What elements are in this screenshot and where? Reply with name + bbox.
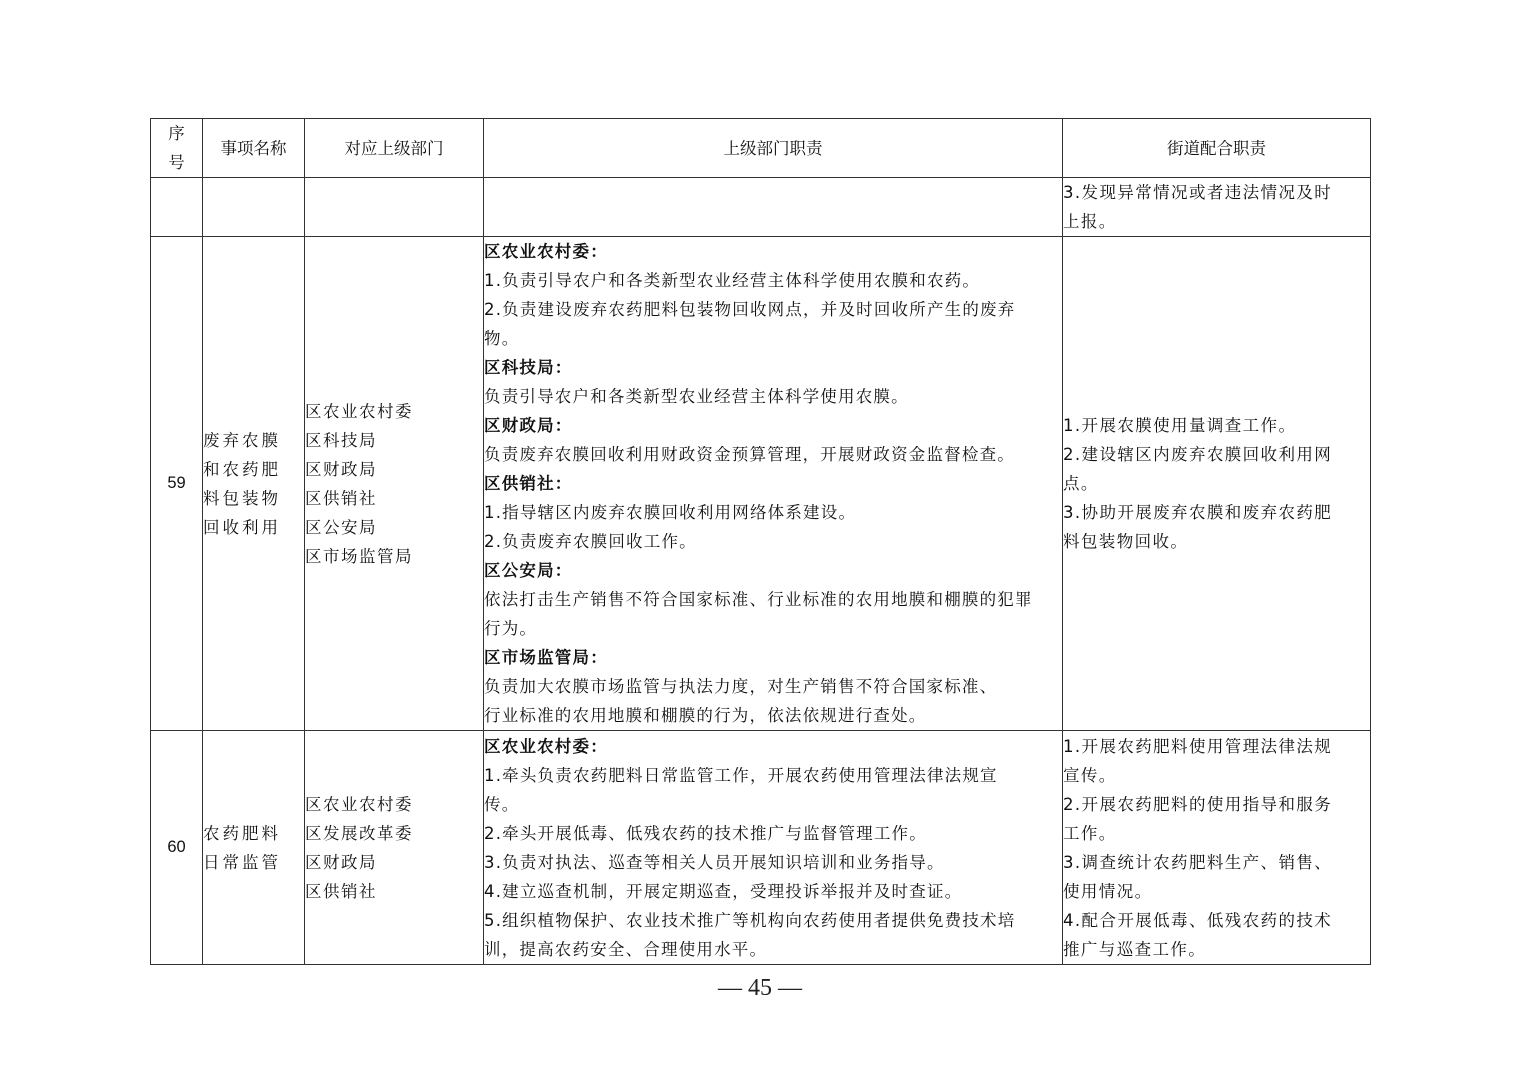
cell-street-duty-60 [1063,731,1371,965]
dept-item: 区供销社 [305,881,377,901]
text-line: 1.开展农药肥料使用管理法律法规 [1063,737,1333,756]
text-line: 回收利用 [203,517,281,537]
text-line: 使用情况。 [1063,882,1153,901]
cell-upper-dept-59 [305,237,484,731]
cell-seq-60: 60 [151,731,203,965]
table-row-60 [151,731,1371,965]
text-line: 4.建立巡查机制，开展定期巡查，受理投诉举报并及时查证。 [484,881,963,901]
text-line: 负责加大农膜市场监管与执法力度，对生产销售不符合国家标准、 [484,677,998,696]
cell-street-duty-continued [1063,178,1371,237]
text-line: 负责引导农户和各类新型农业经营主体科学使用农膜。 [484,387,909,406]
cell-duty-empty [484,178,1063,237]
header-item-name: 事项名称 [203,119,305,178]
header-street-duty: 街道配合职责 [1063,119,1371,178]
text-line: 宣传。 [1063,766,1117,785]
text-line: 2.负责废弃农膜回收工作。 [484,532,697,551]
text-line: 和农药肥 [203,459,281,479]
dept-item: 区发展改革委 [305,823,413,843]
responsibility-table [150,118,1371,965]
dept-item: 区农业农村委 [305,794,413,814]
cell-item-name-60 [203,731,305,965]
text-line: 1.负责引导农户和各类新型农业经营主体科学使用农膜和农药。 [484,271,981,290]
text-line: 4.配合开展低毒、低残农药的技术 [1063,911,1333,930]
text-line: 料包装物回收。 [1063,532,1189,551]
text-line: 1.指导辖区内废弃农膜回收利用网络体系建设。 [484,503,857,522]
cell-upper-duty-60 [484,731,1063,965]
text-line: 日常监管 [203,852,281,872]
text-line: 点。 [1063,474,1099,493]
duty-dept-title: 区农业农村委： [484,736,608,756]
text-line: 传。 [484,794,520,814]
header-seq [151,119,203,178]
text-line: 3.发现异常情况或者违法情况及时 [1063,183,1333,202]
duty-dept-title: 区科技局： [484,358,573,377]
header-upper-dept: 对应上级部门 [305,119,484,178]
text-line: 上报。 [1063,212,1117,231]
header-seq-line-1: 序 [168,124,185,143]
text-line: 行为。 [484,619,538,638]
dept-item: 区财政局 [305,459,377,479]
duty-dept-title: 区市场监管局： [484,648,608,667]
text-line: 工作。 [1063,824,1117,843]
text-line: 3.调查统计农药肥料生产、销售、 [1063,853,1333,872]
text-line: 5.组织植物保护、农业技术推广等机构向农药使用者提供免费技术培 [484,910,1016,930]
cell-dept-empty [305,178,484,237]
cell-street-duty-59 [1063,237,1371,731]
cell-upper-dept-60 [305,731,484,965]
text-line: 2.负责建设废弃农药肥料包装物回收网点，并及时回收所产生的废弃 [484,300,1016,319]
cell-name-empty [203,178,305,237]
text-line: 料包装物 [203,488,281,508]
text-line: 依法打击生产销售不符合国家标准、行业标准的农用地膜和棚膜的犯罪 [484,590,1033,609]
table-row-continued [151,178,1371,237]
cell-seq-59: 59 [151,237,203,731]
dept-item: 区供销社 [305,488,377,508]
header-upper-duty: 上级部门职责 [484,119,1063,178]
text-line: 物。 [484,329,520,348]
dept-item: 区市场监管局 [305,546,413,566]
text-line: 1.牵头负责农药肥料日常监管工作，开展农药使用管理法律法规宣 [484,765,998,785]
text-line: 训，提高农药安全、合理使用水平。 [484,939,768,959]
text-line: 2.建设辖区内废弃农膜回收利用网 [1063,445,1333,464]
text-line: 2.开展农药肥料的使用指导和服务 [1063,795,1333,814]
page-number: — 45 — [718,975,802,1001]
text-line: 农药肥料 [203,823,281,843]
table-row-59 [151,237,1371,731]
text-line: 1.开展农膜使用量调查工作。 [1063,416,1297,435]
header-seq-line-2: 号 [168,153,185,172]
dept-item: 区科技局 [305,430,377,450]
text-line: 行业标准的农用地膜和棚膜的行为，依法依规进行查处。 [484,706,927,725]
cell-seq-empty [151,178,203,237]
duty-dept-title: 区农业农村委： [484,242,608,261]
text-line: 3.协助开展废弃农膜和废弃农药肥 [1063,503,1333,522]
duty-dept-title: 区公安局： [484,561,573,580]
text-line: 2.牵头开展低毒、低残农药的技术推广与监督管理工作。 [484,823,927,843]
text-line: 3.负责对执法、巡查等相关人员开展知识培训和业务指导。 [484,852,945,872]
text-line: 废弃农膜 [203,430,281,450]
cell-item-name-59 [203,237,305,731]
duty-dept-title: 区财政局： [484,416,573,435]
table-header-row [151,119,1371,178]
text-line: 推广与巡查工作。 [1063,940,1207,959]
cell-upper-duty-59 [484,237,1063,731]
dept-item: 区农业农村委 [305,401,413,421]
text-line: 负责废弃农膜回收利用财政资金预算管理，开展财政资金监督检查。 [484,445,1015,464]
duty-dept-title: 区供销社： [484,474,573,493]
dept-item: 区公安局 [305,517,377,537]
dept-item: 区财政局 [305,852,377,872]
